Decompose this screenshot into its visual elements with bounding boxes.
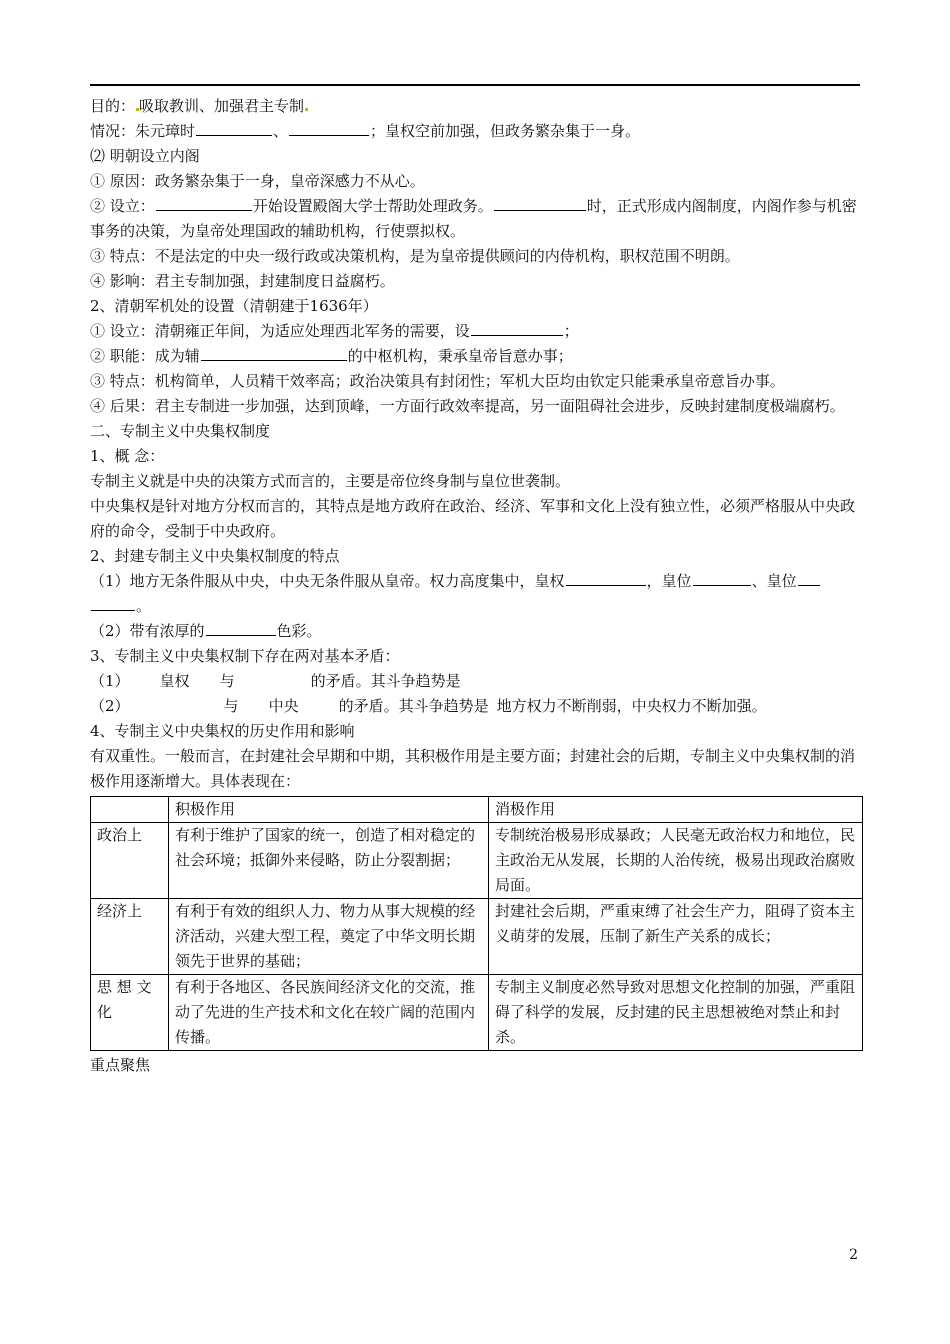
table-cell: 专制统治极易形成暴政；人民毫无政治权力和地位，民主政治无从发展，长期的人治传统，极易出现政治腐败局面。 bbox=[489, 823, 863, 899]
text: ① 设立：清朝雍正年间，为适应处理西北军务的需要，设 bbox=[90, 322, 470, 340]
page-number: 2 bbox=[849, 1247, 858, 1263]
table-row bbox=[91, 899, 863, 975]
text: ； bbox=[563, 322, 579, 340]
section-heading: 二、专制主义中央集权制度 bbox=[90, 422, 271, 440]
table-header-cell: 消极作用 bbox=[489, 797, 863, 823]
fill-blank[interactable] bbox=[798, 570, 820, 586]
table-cell: 专制主义制度必然导致对思想文化控制的加强，严重阻碍了科学的发展，反封建的民主思想被绝对禁止和封杀。 bbox=[489, 975, 863, 1051]
paragraph: ① 原因：政务繁杂集于一身，皇帝深感力不从心。 bbox=[90, 172, 425, 190]
table-row bbox=[91, 975, 863, 1051]
text: 色彩。 bbox=[276, 622, 322, 640]
table-header-cell bbox=[91, 797, 169, 823]
purpose-text: 吸取教训、加强君主专制 bbox=[139, 97, 305, 115]
fill-blank[interactable] bbox=[471, 320, 563, 336]
fill-blank[interactable] bbox=[156, 195, 252, 211]
text: 情况：朱元璋时 bbox=[90, 122, 196, 140]
text: 的矛盾。其斗争趋势是 bbox=[338, 697, 489, 715]
text: （1）地方无条件服从中央，中央无条件服从皇帝。权力高度集中，皇权 bbox=[90, 572, 565, 590]
paragraph: ④ 后果：君主专制进一步加强，达到顶峰，一方面行政效率提高，另一面阻碍社会进步，反映封建制度极端腐朽。 bbox=[90, 397, 845, 415]
paragraph: 专制主义就是中央的决策方式而言的，主要是帝位终身制与皇位世袭制。 bbox=[90, 472, 571, 490]
fill-blank[interactable] bbox=[289, 120, 369, 136]
text: ② 设立： bbox=[90, 197, 155, 215]
text: （2）带有浓厚的 bbox=[90, 622, 205, 640]
subheading: 1、概 念： bbox=[90, 447, 165, 465]
table-header-row bbox=[91, 797, 863, 823]
document-body bbox=[90, 94, 860, 1078]
text: 皇权 bbox=[159, 672, 190, 690]
yellow-dot bbox=[305, 108, 308, 111]
fill-blank[interactable] bbox=[693, 570, 751, 586]
text: 与 bbox=[223, 697, 239, 715]
subheading: 4、专制主义中央集权的历史作用和影响 bbox=[90, 722, 355, 740]
fill-blank[interactable] bbox=[91, 595, 135, 611]
text: 时，正式形成内阁制度，内阁作参与机密事务的决策，为皇帝处理国政的辅助机构，行使票拟权。 bbox=[90, 197, 857, 240]
situation-line bbox=[90, 119, 860, 144]
paragraph: ③ 特点：机构简单，人员精干效率高；政治决策具有封闭性；军机大臣均由钦定只能秉承皇帝意旨办事。 bbox=[90, 372, 785, 390]
table-cell: 政治上 bbox=[91, 823, 169, 899]
paragraph bbox=[90, 319, 860, 344]
table-cell: 封建社会后期，严重束缚了社会生产力，阻碍了资本主义萌芽的发展，压制了新生产关系的成长； bbox=[489, 899, 863, 975]
text: （2） bbox=[90, 697, 130, 715]
subheading: 3、专制主义中央集权制下存在两对基本矛盾： bbox=[90, 647, 400, 665]
effects-table bbox=[90, 796, 863, 1051]
table-cell: 有利于各地区、各民族间经济文化的交流，推动了先进的生产技术和文化在较广阔的范围内传播。 bbox=[169, 975, 489, 1051]
text: ，皇位 bbox=[646, 572, 692, 590]
paragraph: 有双重性。一般而言，在封建社会早期和中期，其积极作用是主要方面；封建社会的后期，专制主义中央集权制的消极作用逐渐增大。具体表现在： bbox=[90, 747, 856, 790]
paragraph bbox=[90, 669, 860, 694]
section-heading: ⑵ 明朝设立内阁 bbox=[90, 147, 200, 165]
paragraph bbox=[90, 344, 860, 369]
table-cell: 经济上 bbox=[91, 899, 169, 975]
paragraph bbox=[90, 569, 860, 619]
table-header-cell: 积极作用 bbox=[169, 797, 489, 823]
paragraph bbox=[90, 194, 860, 244]
text: 、 bbox=[273, 122, 289, 140]
key-focus-heading: 重点聚焦 bbox=[90, 1056, 151, 1074]
table-cell: 思 想 文 化 bbox=[91, 975, 169, 1051]
paragraph: ④ 影响：君主专制加强，封建制度日益腐朽。 bbox=[90, 272, 395, 290]
table-row bbox=[91, 823, 863, 899]
section-heading: 2、清朝军机处的设置（清朝建于1636年） bbox=[90, 297, 378, 315]
text: 的中枢机构，秉承皇帝旨意办事； bbox=[347, 347, 573, 365]
text: 。 bbox=[136, 597, 152, 615]
purpose-label: 目的： bbox=[90, 97, 136, 115]
fill-blank[interactable] bbox=[206, 620, 276, 636]
table-cell: 有利于有效的组织人力、物力从事大规模的经济活动，兴建大型工程，奠定了中华文明长期领先于世界的基础； bbox=[169, 899, 489, 975]
paragraph: ③ 特点：不是法定的中央一级行政或决策机构，是为皇帝提供顾问的内侍机构，职权范围不明朗。 bbox=[90, 247, 740, 265]
fill-blank[interactable] bbox=[494, 195, 586, 211]
subheading: 2、封建专制主义中央集权制度的特点 bbox=[90, 547, 340, 565]
fill-blank[interactable] bbox=[566, 570, 646, 586]
text: 的矛盾。其斗争趋势是 bbox=[310, 672, 461, 690]
paragraph: 中央集权是针对地方分权而言的，其特点是地方政府在政治、经济、军事和文化上没有独立性，必须严格服从中央政府的命令，受制于中央政府。 bbox=[90, 497, 856, 540]
text: ；皇权空前加强，但政务繁杂集于一身。 bbox=[370, 122, 641, 140]
text: 中央 bbox=[268, 697, 299, 715]
text: ② 职能：成为辅 bbox=[90, 347, 200, 365]
text: 、皇位 bbox=[751, 572, 797, 590]
header-rule bbox=[90, 84, 860, 86]
paragraph bbox=[90, 619, 860, 644]
text: 与 bbox=[219, 672, 235, 690]
purpose-line bbox=[90, 94, 860, 119]
table-cell: 有利于维护了国家的统一，创造了相对稳定的社会环境；抵御外来侵略，防止分裂割据； bbox=[169, 823, 489, 899]
text: （1） bbox=[90, 672, 130, 690]
fill-blank[interactable] bbox=[196, 120, 272, 136]
fill-blank[interactable] bbox=[201, 345, 347, 361]
text: 地方权力不断削弱，中央权力不断加强。 bbox=[496, 697, 767, 715]
text: 开始设置殿阁大学士帮助处理政务。 bbox=[252, 197, 493, 215]
paragraph bbox=[90, 694, 860, 719]
